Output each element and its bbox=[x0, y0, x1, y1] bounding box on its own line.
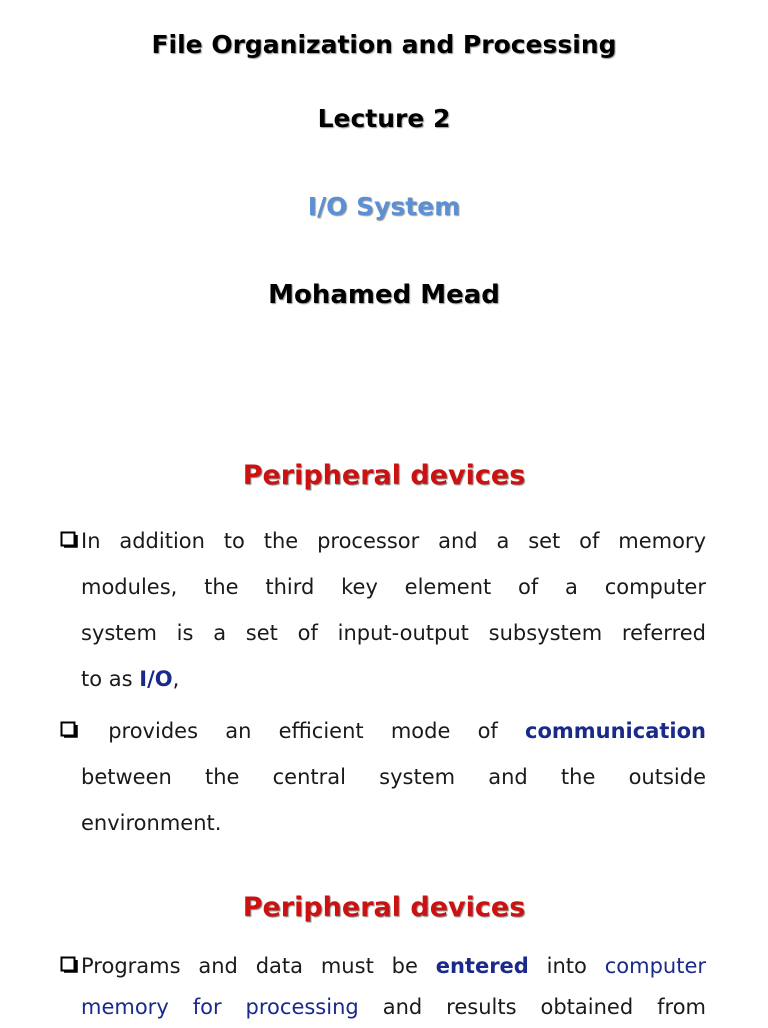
paragraph-line bbox=[60, 708, 706, 754]
paragraph-line bbox=[60, 946, 706, 987]
paragraph-line: between the central system and the outside bbox=[81, 765, 706, 789]
hollow-square-bullet-icon bbox=[60, 721, 79, 740]
course-title: File Organization and Processing bbox=[151, 30, 617, 59]
keyword-memory-for-processing: memory for processing bbox=[81, 995, 359, 1019]
keyword-computer: computer bbox=[604, 954, 707, 978]
lecture-number: Lecture 2 bbox=[317, 104, 451, 133]
paragraph-text: In addition to the processor and a set of memory bbox=[81, 529, 706, 553]
paragraph-text: provides an efficient mode of bbox=[108, 719, 526, 743]
paragraph-text: Programs and data must be bbox=[81, 954, 436, 978]
hollow-square-bullet-icon bbox=[60, 531, 79, 550]
bullet-paragraph-programs-data bbox=[60, 946, 706, 1028]
paragraph-line: system is a set of input-output subsystem referred bbox=[81, 621, 706, 645]
keyword-communication: communication bbox=[525, 719, 706, 743]
paragraph-text: and results obtained from bbox=[358, 995, 707, 1019]
keyword-io: I/O bbox=[139, 667, 173, 691]
bullet-paragraph-communication bbox=[60, 708, 706, 846]
paragraph-line bbox=[60, 656, 706, 702]
paragraph-line: modules, the third key element of a computer bbox=[81, 575, 706, 599]
paragraph-line: environment. bbox=[81, 811, 222, 835]
author-name: Mohamed Mead bbox=[268, 280, 500, 310]
section-heading-peripheral-devices-2: Peripheral devices bbox=[242, 892, 526, 923]
topic-title: I/O System bbox=[307, 192, 461, 221]
keyword-entered: entered bbox=[435, 954, 529, 978]
section-heading-peripheral-devices: Peripheral devices bbox=[242, 460, 526, 491]
paragraph-line bbox=[60, 987, 706, 1028]
bullet-paragraph-io-intro bbox=[60, 518, 706, 702]
paragraph-line bbox=[60, 518, 706, 564]
paragraph-text: , bbox=[172, 667, 180, 691]
paragraph-text: to as bbox=[81, 667, 140, 691]
paragraph-text: into bbox=[528, 954, 605, 978]
hollow-square-bullet-icon bbox=[60, 956, 79, 975]
